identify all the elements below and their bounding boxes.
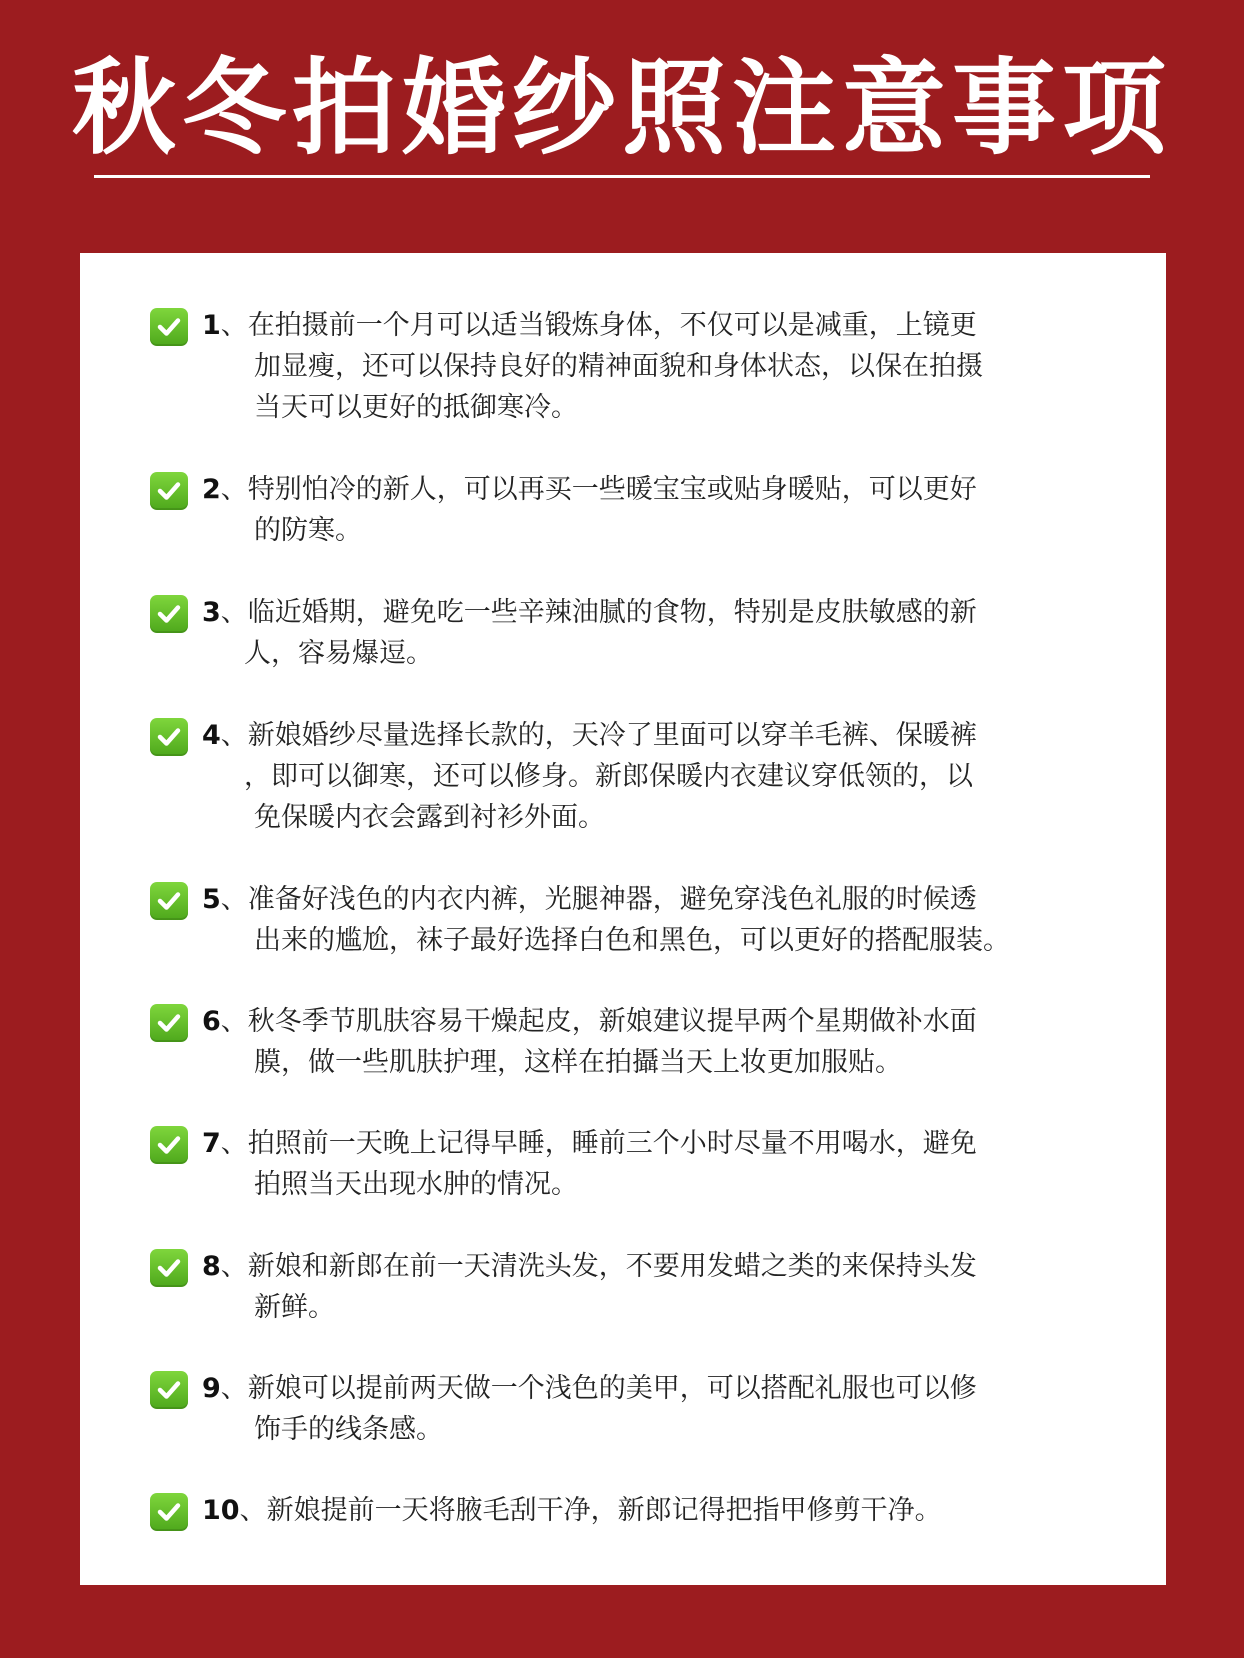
- item-line: 4、新娘婚纱尽量选择长款的，天冷了里面可以穿羊毛裤、保暖裤: [202, 720, 977, 751]
- list-item: [150, 1246, 1190, 1328]
- list-item: [150, 469, 1190, 551]
- item-number: 6: [202, 1006, 221, 1037]
- item-line: 6、秋冬季节肌肤容易干燥起皮，新娘建议提早两个星期做补水面: [202, 1006, 977, 1037]
- check-mark-icon: [150, 472, 188, 510]
- item-line: 饰手的线条感。: [254, 1414, 443, 1445]
- item-number: 8: [202, 1251, 221, 1282]
- item-number: 1: [202, 310, 221, 341]
- list-item: [150, 1490, 1190, 1531]
- list-item: [150, 1368, 1190, 1450]
- item-number: 3: [202, 597, 221, 628]
- item-line: 7、拍照前一天晚上记得早睡，睡前三个小时尽量不用喝水，避免: [202, 1128, 977, 1159]
- list-item: [150, 715, 1190, 838]
- item-line: ，即可以御寒，还可以修身。新郎保暖内衣建议穿低领的，以: [244, 761, 973, 792]
- title-underline: [94, 175, 1150, 178]
- check-mark-icon: [150, 718, 188, 756]
- item-number: 2: [202, 474, 221, 505]
- list-item: [150, 592, 1190, 674]
- check-mark-icon: [150, 1493, 188, 1531]
- item-line: 免保暖内衣会露到衬衫外面。: [254, 802, 605, 833]
- item-line: 加显瘦，还可以保持良好的精神面貌和身体状态，以保在拍摄: [254, 351, 983, 382]
- item-number: 4: [202, 720, 221, 751]
- item-line: 9、新娘可以提前两天做一个浅色的美甲，可以搭配礼服也可以修: [202, 1373, 977, 1404]
- check-mark-icon: [150, 1126, 188, 1164]
- list-item: [150, 1001, 1190, 1083]
- page-title: 秋冬拍婚纱照注意事项: [71, 47, 1172, 169]
- item-line: 出来的尴尬，袜子最好选择白色和黑色，可以更好的搭配服装。: [254, 925, 1010, 956]
- item-line: 人，容易爆逗。: [244, 638, 433, 669]
- list-item: [150, 879, 1190, 961]
- item-line: 膜，做一些肌肤护理，这样在拍攝当天上妆更加服贴。: [254, 1047, 902, 1078]
- item-line: 当天可以更好的抵御寒冷。: [254, 392, 578, 423]
- check-mark-icon: [150, 595, 188, 633]
- item-line: 拍照当天出现水肿的情况。: [254, 1169, 578, 1200]
- item-line: 5、准备好浅色的内衣内裤，光腿神器，避免穿浅色礼服的时候透: [202, 884, 977, 915]
- item-number: 5: [202, 884, 221, 915]
- content-card: [80, 253, 1166, 1585]
- item-line: 8、新娘和新郎在前一天清洗头发，不要用发蜡之类的来保持头发: [202, 1251, 977, 1282]
- list-item: [150, 305, 1190, 428]
- check-mark-icon: [150, 1004, 188, 1042]
- item-number: 7: [202, 1128, 221, 1159]
- item-line: 10、新娘提前一天将腋毛刮干净，新郎记得把指甲修剪干净。: [202, 1495, 942, 1526]
- check-mark-icon: [150, 1371, 188, 1409]
- check-mark-icon: [150, 308, 188, 346]
- list-item: [150, 1123, 1190, 1205]
- item-line: 的防寒。: [254, 515, 362, 546]
- item-line: 3、临近婚期，避免吃一些辛辣油腻的食物，特别是皮肤敏感的新: [202, 597, 977, 628]
- check-mark-icon: [150, 882, 188, 920]
- item-number: 9: [202, 1373, 221, 1404]
- item-line: 新鲜。: [254, 1292, 335, 1323]
- check-mark-icon: [150, 1249, 188, 1287]
- item-line: 2、特别怕冷的新人，可以再买一些暖宝宝或贴身暖贴，可以更好: [202, 474, 977, 505]
- item-line: 1、在拍摄前一个月可以适当锻炼身体，不仅可以是减重，上镜更: [202, 310, 977, 341]
- item-number: 10: [202, 1495, 240, 1526]
